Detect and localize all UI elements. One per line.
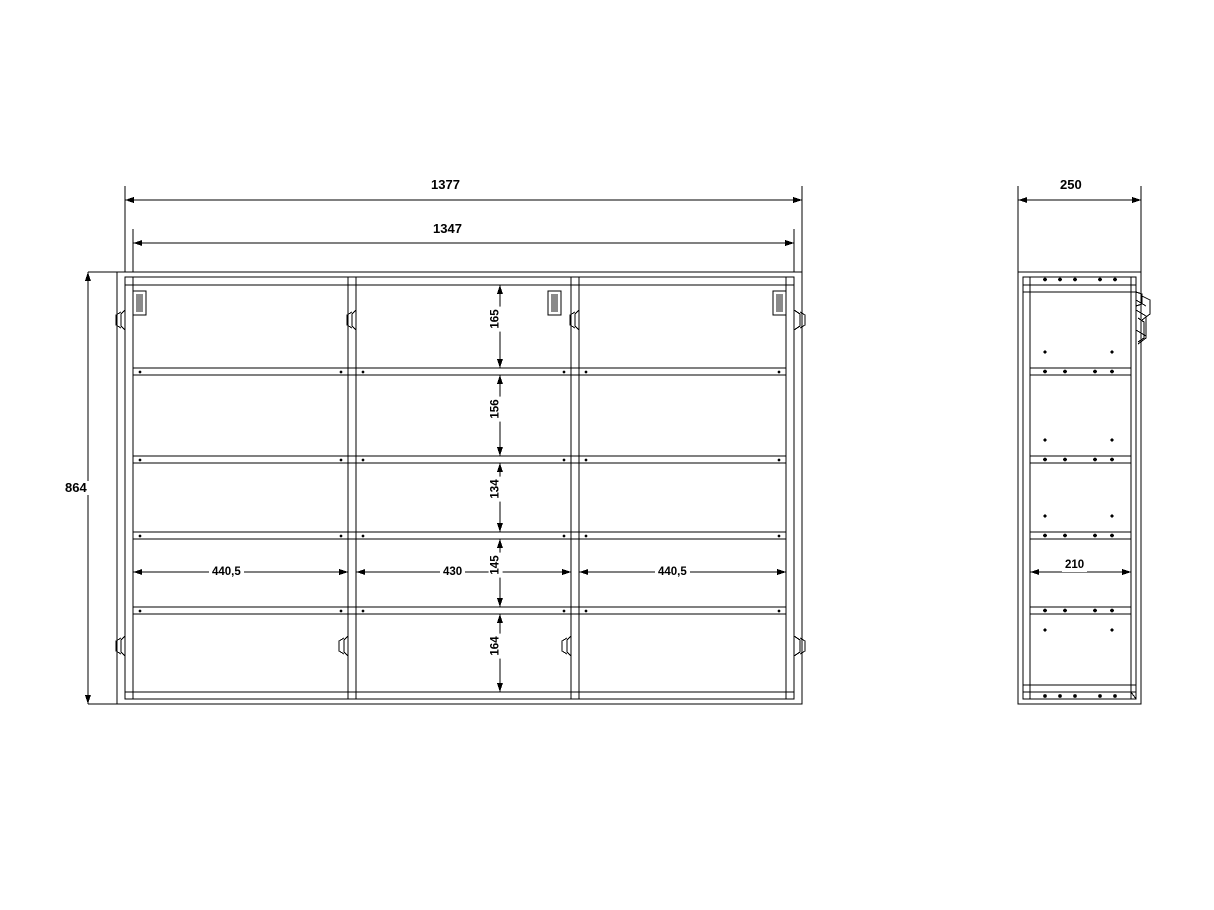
dim-compartment-1: 165 [489, 306, 503, 331]
dim-front-inner-width: 1347 [430, 222, 465, 236]
side-view-body [1018, 272, 1150, 704]
dim-compartment-5: 164 [489, 633, 503, 658]
dim-compartment-3: 134 [489, 476, 503, 501]
front-view-body [117, 272, 802, 704]
dim-compartment-4: 145 [489, 552, 503, 577]
dim-front-height: 864 [62, 481, 90, 495]
dim-side-depth: 250 [1057, 178, 1085, 192]
dim-bay-left: 440,5 [209, 565, 244, 579]
side-view-hinge [1136, 292, 1150, 344]
dim-side-inner-depth: 210 [1062, 558, 1087, 572]
front-view-hinges [116, 291, 805, 656]
dim-bay-right: 440,5 [655, 565, 690, 579]
side-view-dimensions [1018, 186, 1141, 575]
dim-compartment-2: 156 [489, 396, 503, 421]
dim-bay-center: 430 [440, 565, 465, 579]
dim-front-outer-width: 1377 [428, 178, 463, 192]
front-view-dimensions [85, 186, 802, 704]
